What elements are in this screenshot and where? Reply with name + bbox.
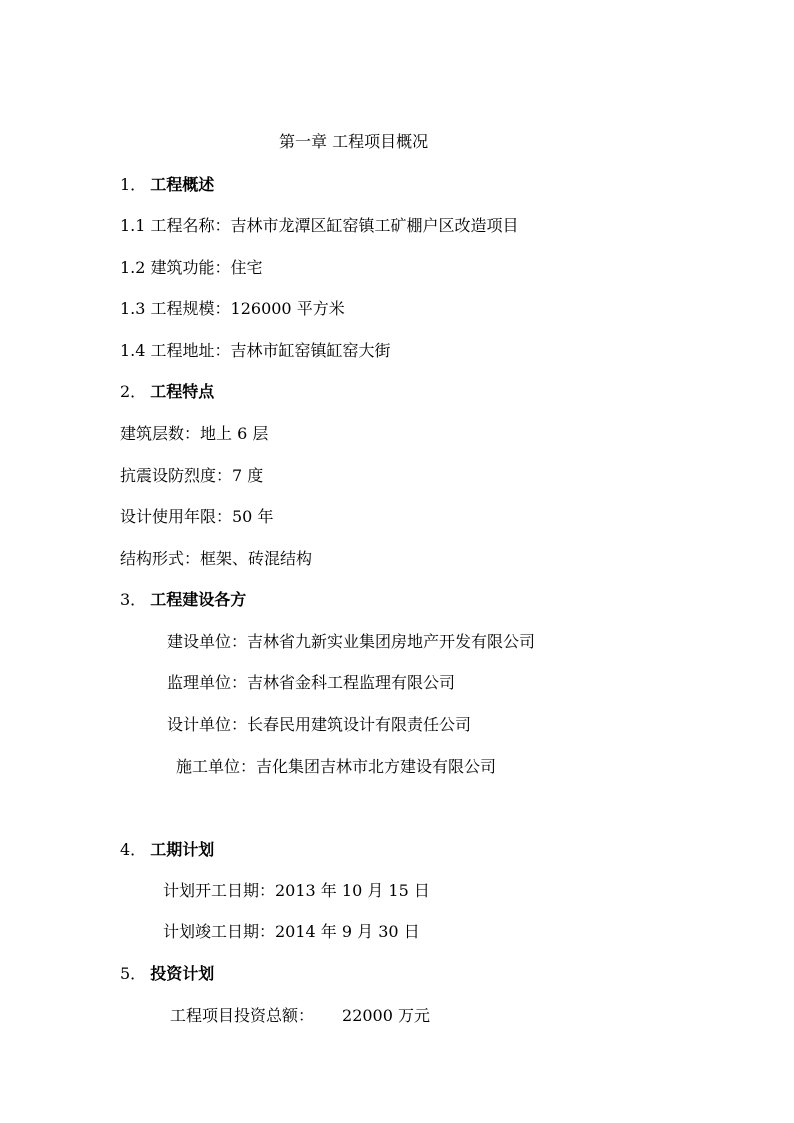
section-number: 2．	[120, 382, 147, 401]
section-title: 工程建设各方	[150, 590, 247, 609]
project-scale-line: 1.3 工程规模：126000 平方米	[120, 299, 345, 318]
floors-line: 建筑层数：地上 6 层	[120, 424, 269, 443]
investment-total-line	[170, 1006, 430, 1026]
section-number: 3．	[120, 590, 147, 609]
project-address-line: 1.4 工程地址：吉林市缸窑镇缸窑大街	[120, 341, 391, 360]
chapter-title: 第一章 工程项目概况	[279, 132, 429, 151]
section-title: 投资计划	[150, 964, 215, 983]
section-heading-parties	[120, 590, 246, 610]
seismic-line: 抗震设防烈度：7 度	[120, 466, 264, 485]
section-heading-investment	[120, 964, 214, 984]
section-title: 工程概述	[150, 175, 215, 194]
investment-label: 工程项目投资总额：	[170, 1006, 315, 1025]
building-function-line: 1.2 建筑功能：住宅	[120, 258, 263, 277]
section-title: 工期计划	[150, 840, 215, 859]
structure-type-line: 结构形式：框架、砖混结构	[120, 549, 313, 568]
design-life-line: 设计使用年限：50 年	[120, 507, 274, 526]
contractor-line: 施工单位：吉化集团吉林市北方建设有限公司	[176, 757, 497, 776]
section-heading-features	[120, 382, 214, 402]
section-number: 1．	[120, 175, 147, 194]
section-number: 5．	[120, 964, 147, 983]
section-title: 工程特点	[150, 382, 215, 401]
supervisor-line: 监理单位：吉林省金科工程监理有限公司	[167, 673, 456, 692]
section-number: 4．	[120, 840, 147, 859]
section-heading-overview	[120, 175, 214, 195]
planned-finish-line: 计划竣工日期：2014 年 9 月 30 日	[163, 922, 420, 941]
project-name-line: 1.1 工程名称：吉林市龙潭区缸窑镇工矿棚户区改造项目	[120, 216, 519, 235]
section-heading-schedule	[120, 840, 214, 860]
planned-start-line: 计划开工日期：2013 年 10 月 15 日	[163, 881, 430, 900]
developer-line: 建设单位：吉林省九新实业集团房地产开发有限公司	[167, 632, 536, 651]
investment-value: 22000 万元	[342, 1006, 431, 1025]
designer-line: 设计单位：长春民用建筑设计有限责任公司	[167, 715, 472, 734]
